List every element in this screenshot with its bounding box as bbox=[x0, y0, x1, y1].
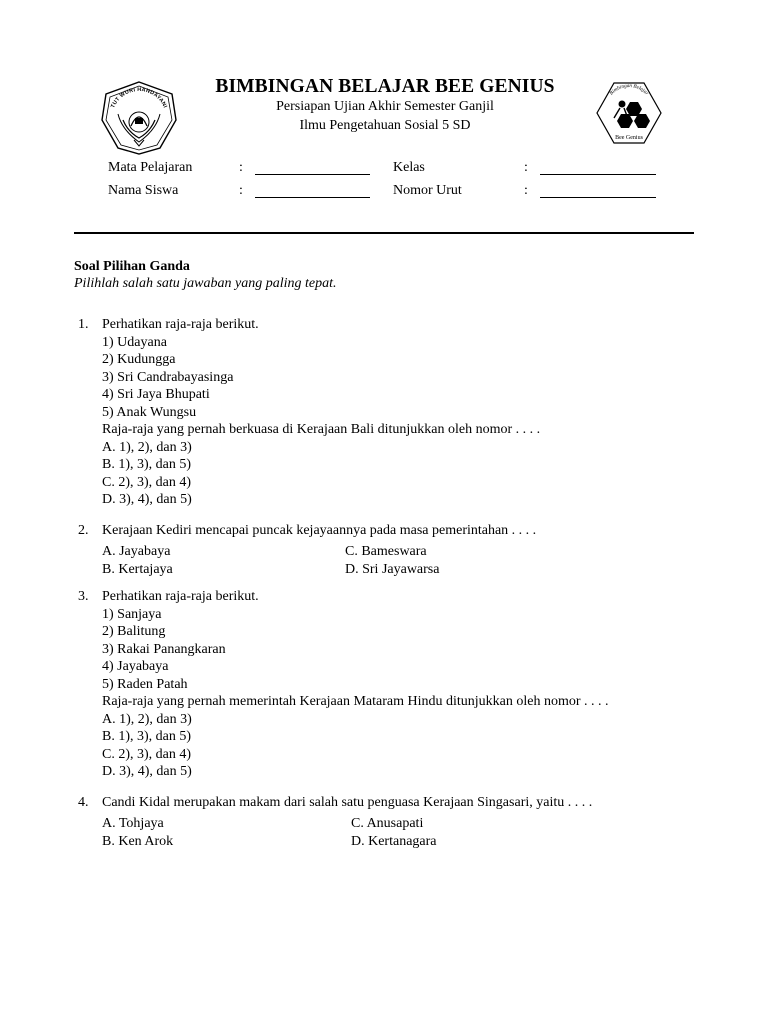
list-item: 4) Sri Jaya Bhupati bbox=[102, 387, 210, 402]
field-label: Nama Siswa bbox=[108, 183, 179, 198]
question-prompt: Raja-raja yang pernah berkuasa di Kerajaan Bali ditunjukkan oleh nomor . . . . bbox=[102, 422, 541, 437]
question-stem: Kerajaan Kediri mencapai puncak kejayaannya pada masa pemerintahan . . . . bbox=[102, 523, 537, 538]
field-kelas bbox=[393, 159, 663, 177]
answer-option: A. 1), 2), dan 3) bbox=[102, 711, 192, 727]
list-item: 1) Sanjaya bbox=[102, 606, 162, 622]
question-number: 1. bbox=[78, 317, 89, 332]
answer-option: B. 1), 3), dan 5) bbox=[102, 457, 192, 472]
exam-subtitle: Persiapan Ujian Akhir Semester Ganjil bbox=[276, 99, 494, 114]
tut-wuri-handayani-logo-icon bbox=[98, 80, 180, 156]
field-colon: : bbox=[239, 160, 243, 175]
answer-option-c: C. Bameswara bbox=[345, 543, 427, 559]
page-title: BIMBINGAN BELAJAR BEE GENIUS bbox=[215, 76, 555, 97]
question-stem: Perhatikan raja-raja berikut. bbox=[102, 589, 259, 604]
answer-option-a: A. Tohjaya bbox=[102, 815, 164, 831]
section-instruction: Pilihlah salah satu jawaban yang paling tepat. bbox=[74, 276, 337, 291]
field-colon: : bbox=[524, 183, 528, 198]
answer-option: A. 1), 2), dan 3) bbox=[102, 439, 192, 455]
question-body bbox=[102, 794, 688, 851]
field-label: Mata Pelajaran bbox=[108, 160, 193, 175]
nama-siswa-blank[interactable] bbox=[255, 197, 370, 198]
answer-option-c: C. Anusapati bbox=[351, 815, 424, 831]
list-item: 3) Rakai Panangkaran bbox=[102, 641, 226, 657]
field-colon: : bbox=[239, 183, 243, 198]
answer-option-a: A. Jayabaya bbox=[102, 543, 171, 559]
header-divider bbox=[74, 232, 694, 234]
answer-option-d: D. Kertanagara bbox=[351, 833, 437, 849]
answer-options bbox=[102, 543, 688, 579]
question-number: 3. bbox=[78, 589, 89, 604]
question-number: 2. bbox=[78, 523, 89, 538]
field-label: Nomor Urut bbox=[393, 183, 462, 198]
field-mata-pelajaran bbox=[108, 159, 378, 177]
question-stem: Candi Kidal merupakan makam dari salah satu penguasa Kerajaan Singasari, yaitu . . . . bbox=[102, 795, 593, 810]
question-stem: Perhatikan raja-raja berikut. bbox=[102, 317, 259, 332]
list-item: 2) Kudungga bbox=[102, 352, 176, 367]
answer-option: D. 3), 4), dan 5) bbox=[102, 492, 192, 507]
answer-options bbox=[102, 815, 688, 851]
field-label: Kelas bbox=[393, 160, 425, 175]
list-item: 3) Sri Candrabayasinga bbox=[102, 369, 234, 385]
list-item: 4) Jayabaya bbox=[102, 659, 169, 674]
svg-text:Bimbingan Belajar: Bimbingan Belajar bbox=[608, 82, 650, 97]
section-title: Soal Pilihan Ganda bbox=[74, 259, 190, 274]
nomor-urut-blank[interactable] bbox=[540, 197, 656, 198]
question-body bbox=[102, 588, 688, 781]
field-nama-siswa bbox=[108, 182, 378, 200]
answer-option: B. 1), 3), dan 5) bbox=[102, 729, 192, 744]
list-item: 2) Balitung bbox=[102, 624, 166, 639]
answer-option: C. 2), 3), dan 4) bbox=[102, 474, 192, 490]
question-prompt: Raja-raja yang pernah memerintah Kerajaan Mataram Hindu ditunjukkan oleh nomor . . . . bbox=[102, 694, 609, 709]
answer-option-b: B. Ken Arok bbox=[102, 833, 174, 849]
answer-option-d: D. Sri Jayawarsa bbox=[345, 561, 440, 577]
question-body bbox=[102, 522, 688, 579]
question-number: 4. bbox=[78, 795, 89, 810]
svg-text:Bee Genius: Bee Genius bbox=[615, 135, 643, 141]
subject-subtitle: Ilmu Pengetahuan Sosial 5 SD bbox=[299, 118, 471, 133]
bee-genius-logo-icon bbox=[594, 80, 664, 146]
kelas-blank[interactable] bbox=[540, 174, 656, 175]
list-item: 5) Raden Patah bbox=[102, 676, 188, 692]
mata-pelajaran-blank[interactable] bbox=[255, 174, 370, 175]
answer-option: D. 3), 4), dan 5) bbox=[102, 764, 192, 779]
svg-text:TUT WURI HANDAYANI: TUT WURI HANDAYANI bbox=[110, 86, 168, 110]
answer-option: C. 2), 3), dan 4) bbox=[102, 746, 192, 762]
question-body bbox=[102, 316, 688, 509]
field-nomor-urut bbox=[393, 182, 663, 200]
list-item: 5) Anak Wungsu bbox=[102, 404, 197, 420]
field-colon: : bbox=[524, 160, 528, 175]
list-item: 1) Udayana bbox=[102, 334, 167, 350]
answer-option-b: B. Kertajaya bbox=[102, 561, 173, 577]
